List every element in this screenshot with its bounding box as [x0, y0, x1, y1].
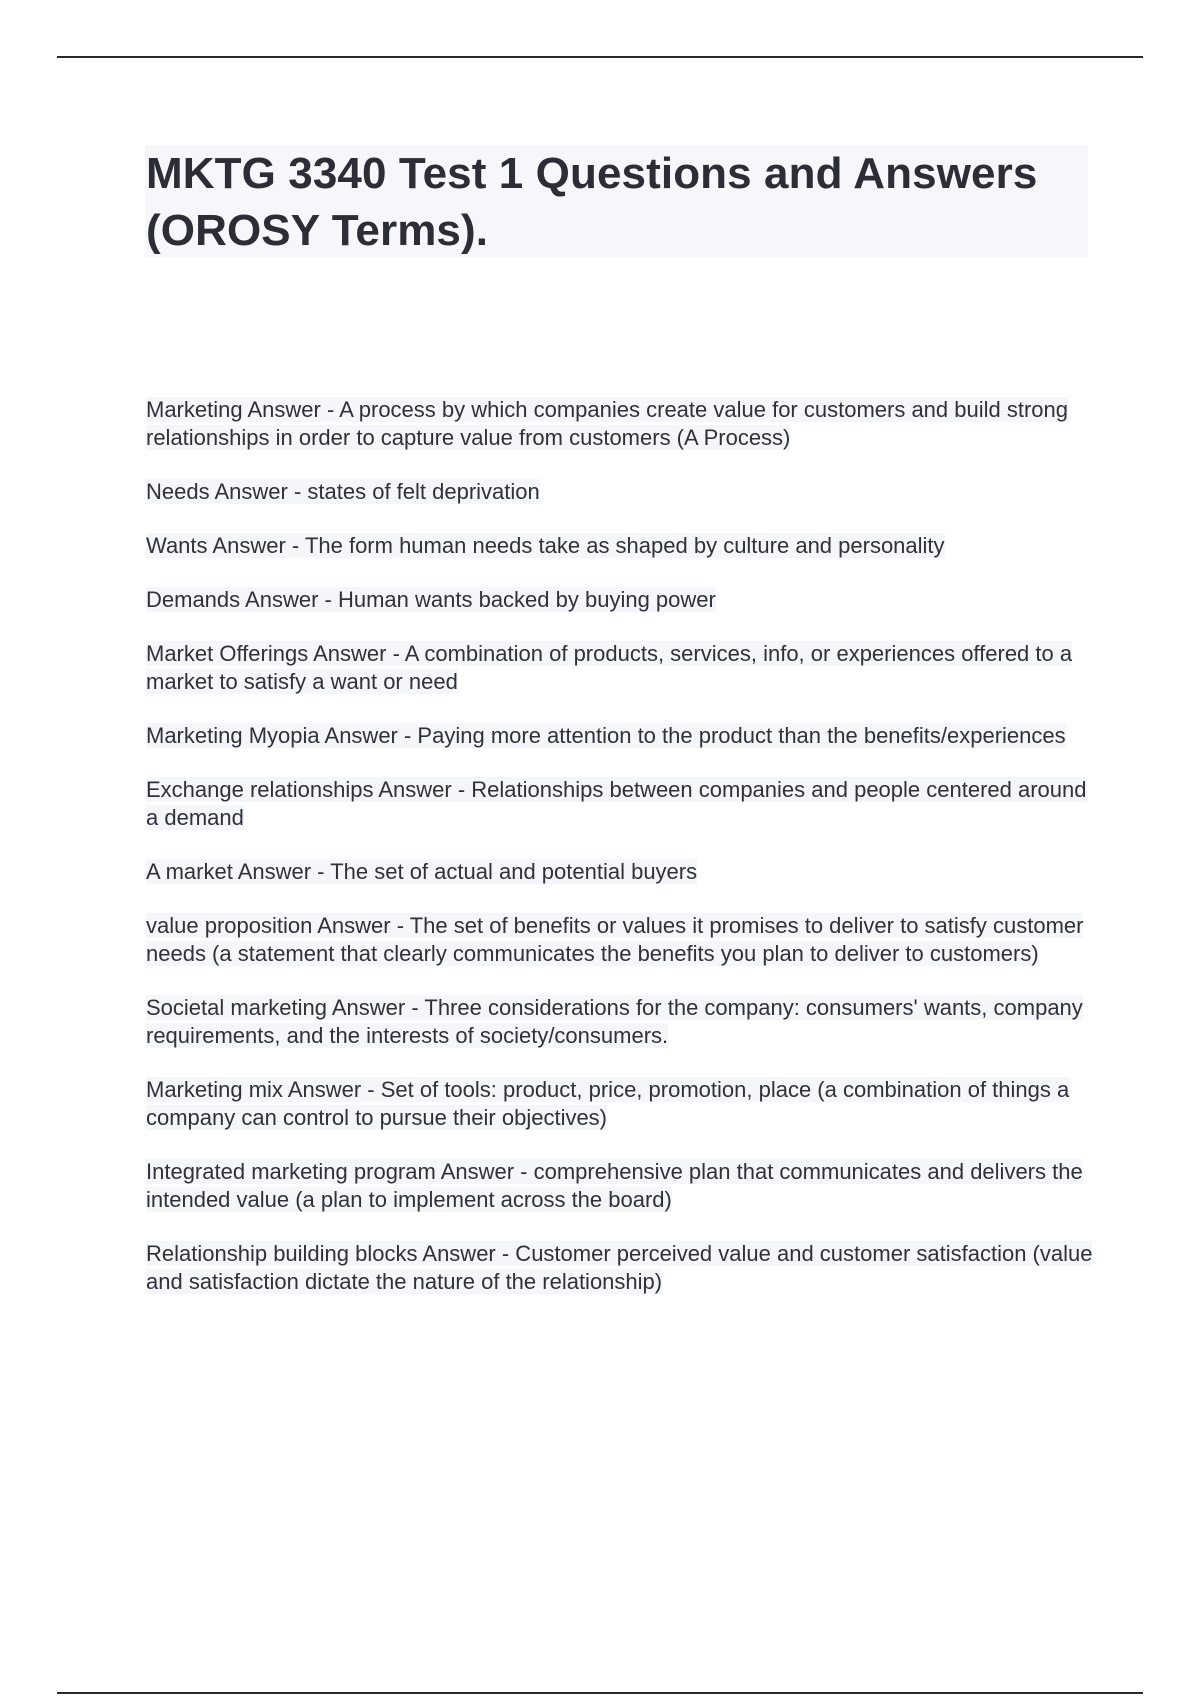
qa-item-value-proposition: value proposition Answer - The set of benefits or values it promises to deliver to satisfy customer needs (a statement that clearly communicates the benefits you plan to deliver to customers)	[146, 913, 1084, 966]
top-rule	[57, 56, 1143, 58]
qa-list	[146, 396, 1096, 1322]
qa-item-marketing-mix: Marketing mix Answer - Set of tools: product, price, promotion, place (a combination of things a company can control to pursue their objectives)	[146, 1077, 1070, 1130]
qa-item-needs: Needs Answer - states of felt deprivation	[146, 479, 540, 504]
qa-item-a-market: A market Answer - The set of actual and potential buyers	[146, 859, 698, 884]
qa-item-marketing-myopia: Marketing Myopia Answer - Paying more attention to the product than the benefits/experiences	[146, 723, 1066, 748]
qa-item-exchange-relationships: Exchange relationships Answer - Relationships between companies and people centered around a demand	[146, 777, 1087, 830]
qa-item-marketing: Marketing Answer - A process by which companies create value for customers and build strong relationships in order to capture value from customers (A Process)	[146, 397, 1069, 450]
qa-item-market-offerings: Market Offerings Answer - A combination of products, services, info, or experiences offered to a market to satisfy a want or need	[146, 641, 1073, 694]
qa-item-relationship-building-blocks: Relationship building blocks Answer - Customer perceived value and customer satisfaction (value and satisfaction dictate the nature of the relationship)	[146, 1241, 1093, 1294]
qa-item-societal-marketing: Societal marketing Answer - Three considerations for the company: consumers' wants, company requirements, and the interests of society/consumers.	[146, 995, 1083, 1048]
qa-item-demands: Demands Answer - Human wants backed by buying power	[146, 587, 716, 612]
bottom-rule	[57, 1692, 1143, 1694]
qa-item-wants: Wants Answer - The form human needs take as shaped by culture and personality	[146, 533, 945, 558]
document-title: MKTG 3340 Test 1 Questions and Answers (OROSY Terms).	[146, 149, 1038, 255]
qa-item-integrated-marketing-program: Integrated marketing program Answer - comprehensive plan that communicates and delivers the intended value (a plan to implement across the board)	[146, 1159, 1083, 1212]
